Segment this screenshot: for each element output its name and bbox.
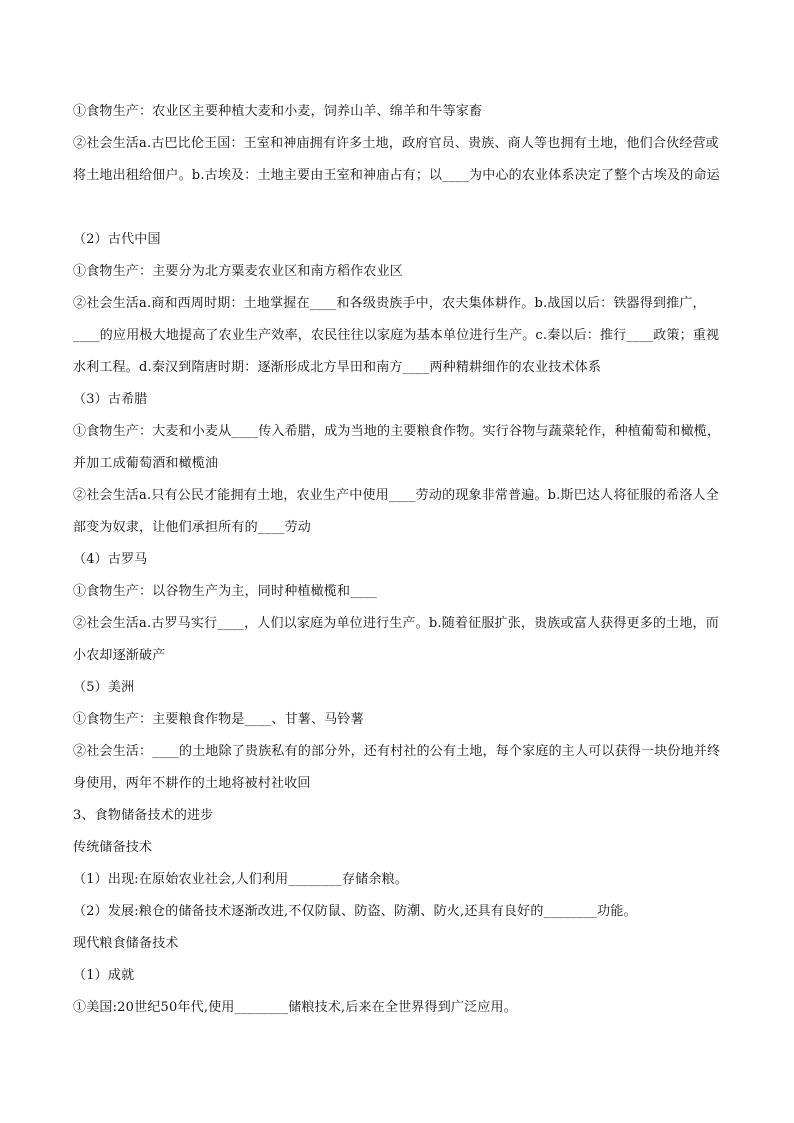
text-line-social-life-greece: ②社会生活a.只有公民才能拥有土地，农业生产中使用____劳动的现象非常普遍。b.斯巴达人将征服的希洛人全部变为奴隶，让他们承担所有的____劳动	[73, 488, 719, 535]
section-heading-food-storage: 3、食物储备技术的进步	[73, 808, 214, 823]
subheading-traditional-storage: 传统储备技术	[73, 840, 153, 855]
text-line-social-life-babylon-egypt: ②社会生活a.古巴比伦王国：王室和神庙拥有许多土地，政府官员、贵族、商人等也拥有土地，他们合伙经营或将土地出租给佃户。b.古埃及：土地主要由王室和神庙占有；以____为中心的农业体系决定了整个古埃及的命运	[73, 136, 720, 183]
text-line-food-production-americas: ①食物生产：主要粮食作物是____、甘薯、马铃薯	[73, 712, 364, 727]
section-heading-ancient-china: （2）古代中国	[73, 232, 161, 247]
section-heading-americas: （5）美洲	[73, 680, 135, 695]
text-line-social-life-americas: ②社会生活：____的土地除了贵族私有的部分外，还有村社的公有土地，每个家庭的主人可以获得一块份地并终身使用，两年不耕作的土地将被村社收回	[73, 744, 721, 791]
subheading-modern-storage: 现代粮食储备技术	[73, 936, 179, 951]
text-line-food-production-greece: ①食物生产：大麦和小麦从____传入希腊，成为当地的主要粮食作物。实行谷物与蔬菜轮作，种植葡萄和橄榄，并加工成葡萄酒和橄榄油	[73, 424, 721, 471]
section-heading-ancient-greece: （3）古希腊	[73, 392, 148, 407]
text-line-storage-origin: （1）出现:在原始农业社会,人们利用________存储余粮。	[73, 872, 408, 887]
text-line-social-life-china: ②社会生活a.商和西周时期：土地掌握在____和各级贵族手中，农夫集体耕作。b.战国以后：铁器得到推广，____的应用极大地提高了农业生产效率，农民往往以家庭为基本单位进行生产。c.秦以后：推行____政策；重视水利工程。d.秦汉到隋唐时期：逐渐形成北方旱田和南方____两种精耕细作的农业技术体系	[73, 296, 720, 375]
text-line-social-life-rome: ②社会生活a.古罗马实行____，人们以家庭为单位进行生产。b.随着征服扩张，贵族或富人获得更多的土地，而小农却逐渐破产	[73, 616, 719, 663]
text-line-food-production-rome: ①食物生产：以谷物生产为主，同时种植橄榄和____	[73, 584, 378, 599]
text-line-food-production-mesopotamia: ①食物生产：农业区主要种植大麦和小麦，饲养山羊、绵羊和牛等家畜	[73, 104, 483, 119]
text-line-storage-development: （2）发展:粮仓的储备技术逐渐改进,不仅防鼠、防盗、防潮、防火,还具有良好的________功能。	[73, 904, 637, 919]
section-heading-ancient-rome: （4）古罗马	[73, 552, 148, 567]
text-line-achievements-heading: （1）成就	[73, 968, 135, 983]
text-line-food-production-china: ①食物生产：主要分为北方粟麦农业区和南方稻作农业区	[73, 264, 404, 279]
text-line-usa-storage: ①美国:20世纪50年代,使用________储粮技术,后来在全世界得到广泛应用。	[73, 1000, 517, 1015]
